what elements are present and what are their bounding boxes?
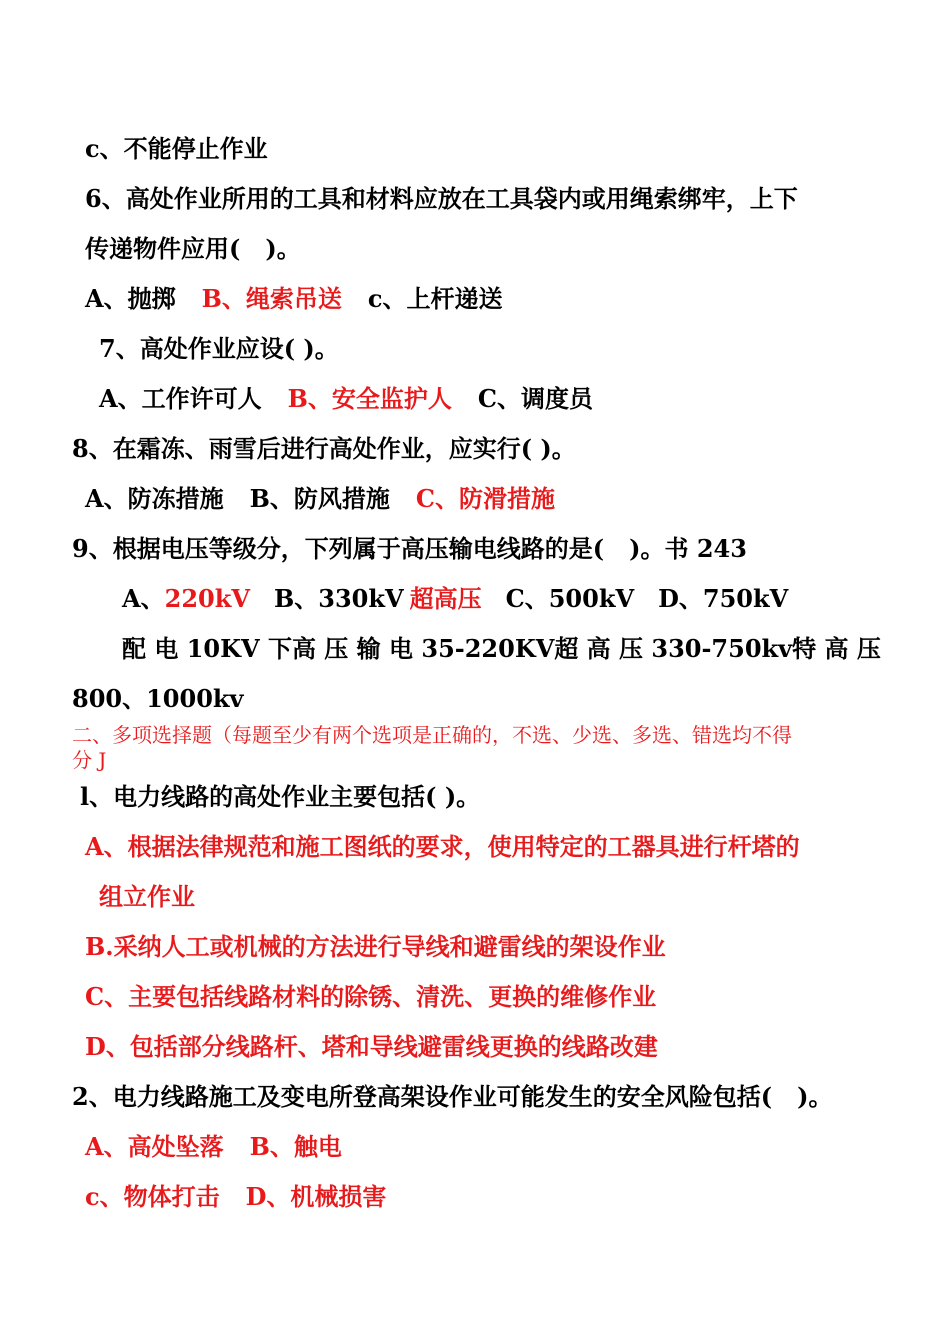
q9-option-b: B、330kV (273, 584, 404, 613)
q7-option-a: A、工作许可人 (99, 384, 262, 413)
q9-stem: 9、根据电压等级分，下列属于高压输电线路的是( )。书 243 (72, 534, 747, 563)
q7-stem: 7、高处作业应设( )。 (99, 334, 339, 363)
q6-stem-line2: 传递物件应用( )。 (85, 234, 301, 263)
q6-option-c: c、上杆递送 (367, 284, 503, 313)
q6-options (85, 284, 503, 314)
q9-option-d: D、750kV (658, 584, 789, 613)
q9-note-ultra-high: 特 高 压 (792, 634, 881, 663)
q9-option-c: C、500kV (505, 584, 635, 613)
q9-note (122, 634, 881, 664)
q9-option-a-prefix: A、 (122, 584, 165, 613)
m2-option-a: A、高处坠落 (85, 1132, 224, 1161)
q9-option-a-value: 220kV (164, 584, 250, 613)
q9-options (122, 584, 788, 614)
m1-option-a-line1: A、根据法律规范和施工图纸的要求，使用特定的工器具进行杆塔的 (85, 832, 800, 861)
q8-stem: 8、在霜冻、雨雪后进行高处作业，应实行( )。 (72, 434, 576, 463)
q8-options (85, 484, 555, 514)
section-title-line2: 分 J (72, 748, 107, 772)
q6-option-b: B、绳索吊送 (201, 284, 342, 313)
q8-option-b: B、防风措施 (249, 484, 390, 513)
m2-option-b: B、触电 (249, 1132, 342, 1161)
m2-option-c: c、物体打击 (85, 1182, 220, 1211)
m2-stem: 2、电力线路施工及变电所登高架设作业可能发生的安全风险包括( )。 (72, 1082, 833, 1111)
m2-options-cd (85, 1182, 386, 1212)
m1-option-b: B.采纳人工或机械的方法进行导线和避雷线的架设作业 (85, 932, 666, 961)
m1-option-a-line2: 组立作业 (99, 882, 195, 911)
q7-option-b: B、安全监护人 (287, 384, 452, 413)
m1-stem: l、电力线路的高处作业主要包括( )。 (80, 782, 481, 811)
q9-option-b-note: 超高压 (409, 584, 482, 613)
m2-option-d: D、机械损害 (245, 1182, 387, 1211)
section-title-line1: 二、多项选择题（每题至少有两个选项是正确的，不选、少选、多选、错选均不得 (72, 723, 792, 747)
m1-option-c: C、主要包括线路材料的除锈、清洗、更换的维修作业 (85, 982, 657, 1011)
q5-option-c: c、不能停止作业 (85, 134, 268, 163)
q9-note-extra-high: 超 高 压 330-750kv (554, 634, 793, 663)
q6-stem-line1: 6、高处作业所用的工具和材料应放在工具袋内或用绳索绑牢，上下 (85, 184, 798, 213)
q6-option-a: A、抛掷 (85, 284, 176, 313)
q8-option-c: C、防滑措施 (415, 484, 556, 513)
m2-options-ab (85, 1132, 342, 1162)
q7-options (99, 384, 593, 414)
q9-note-high: 高 压 输 电 35-220KV (291, 634, 555, 663)
q7-option-c: C、调度员 (477, 384, 594, 413)
q9-note-line2: 800、1000kv (72, 684, 244, 713)
q8-option-a: A、防冻措施 (85, 484, 224, 513)
q9-note-distribution: 配 电 10KV 下 (122, 634, 292, 663)
m1-option-d: D、包括部分线路杆、塔和导线避雷线更换的线路改建 (85, 1032, 658, 1061)
